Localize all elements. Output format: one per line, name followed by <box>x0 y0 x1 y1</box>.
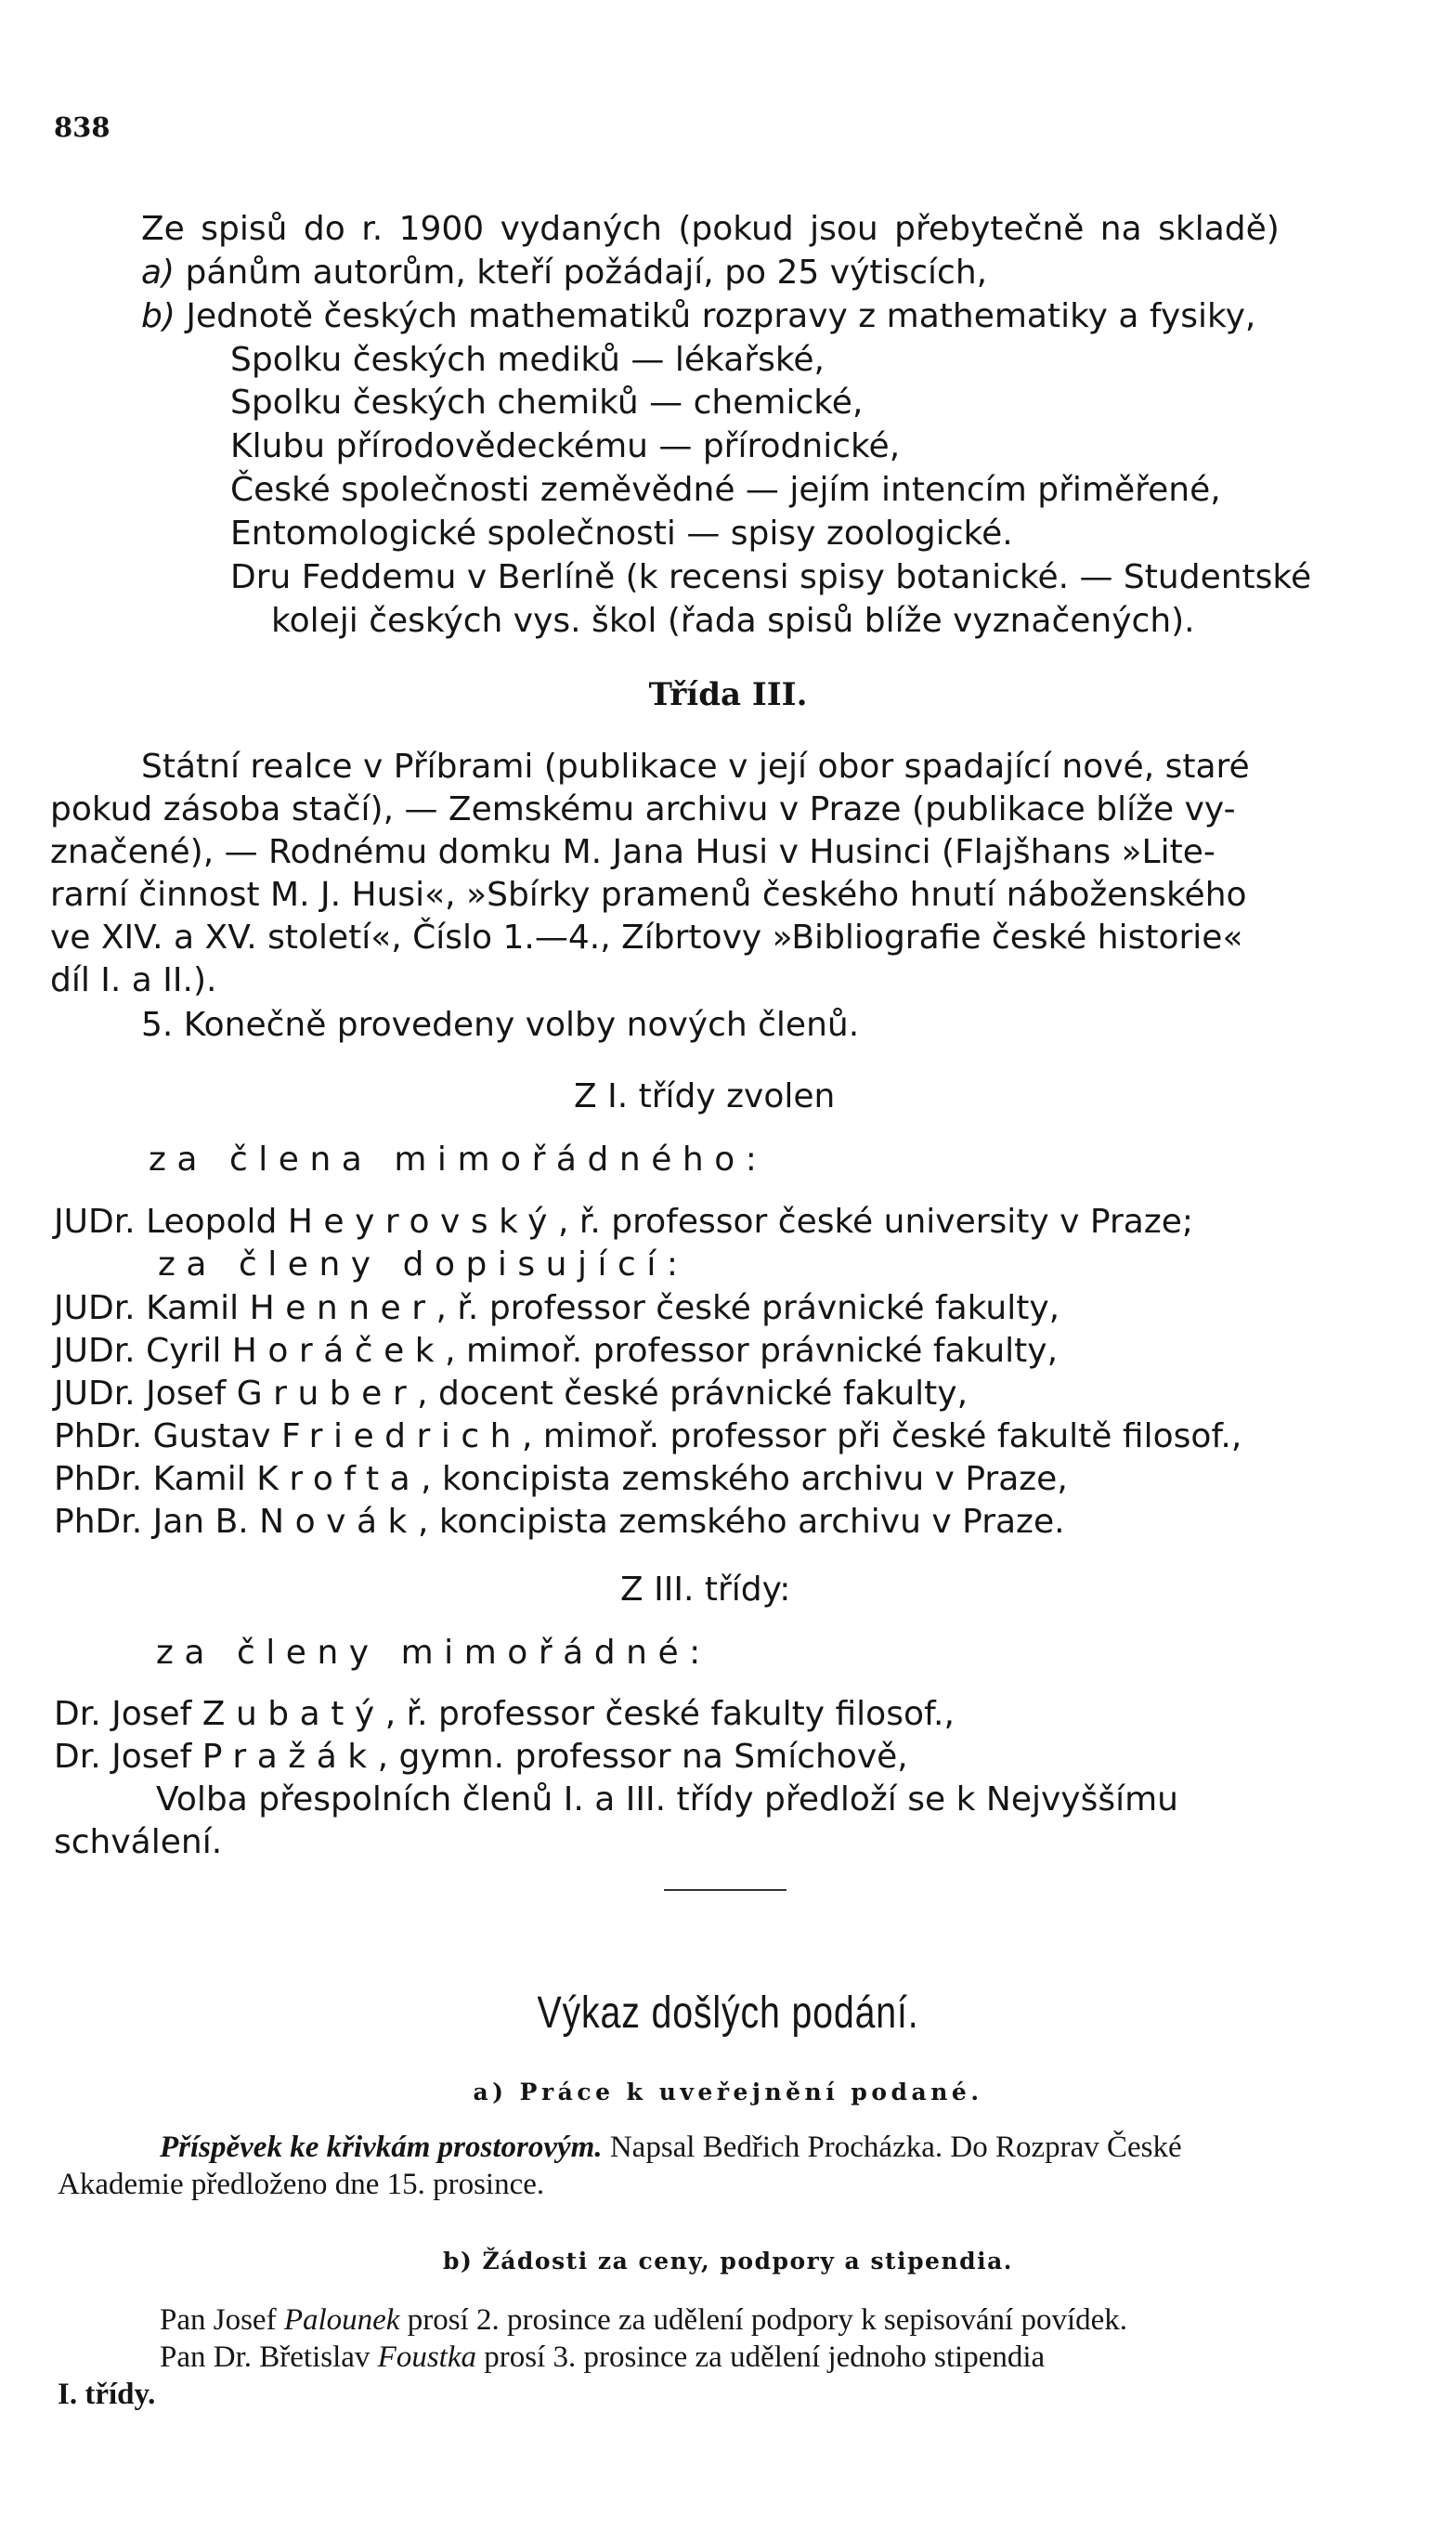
item-five: 5. Konečně provedeny volby nových členů. <box>141 1006 860 1044</box>
corresponding-heading: za členy dopisující: <box>158 1245 689 1284</box>
paragraph-line: díl I. a II.). <box>50 961 217 999</box>
intro-line: Dru Feddemu v Berlíně (k recensi spisy botanické. — Studentské <box>230 558 1312 596</box>
intro-line: Spolku českých mediků — lékařské, <box>230 341 826 379</box>
report-b-line: Pan Dr. Břetislav Foustka prosí 3. prosince za udělení jednoho stipendia <box>160 2340 1046 2374</box>
member-line: PhDr. Jan B. Novák, koncipista zemského archivu v Praze. <box>54 1503 1065 1541</box>
member-line: JUDr. Kamil Henner, ř. professor české právnické fakulty, <box>54 1289 1060 1327</box>
intro-line: b) Jednotě českých mathematiků rozpravy z mathematiky a fysiky, <box>141 297 1256 335</box>
subheading-b: b) Žádosti za ceny, podpory a stipendia. <box>442 2248 1014 2275</box>
volba-line: Volba přespolních členů I. a III. třídy předloží se k Nejvyššímu <box>156 1780 1178 1819</box>
paragraph-line: ve XIV. a XV. století«, Číslo 1.—4., Zíbrtovy »Bibliografie české historie« <box>50 919 1243 957</box>
extraordinary-plural-heading: za členy mimořádné: <box>156 1634 711 1672</box>
member-line: Dr. Josef Zubatý, ř. professor české fakulty filosof., <box>54 1695 955 1733</box>
intro-line: koleji českých vys. škol (řada spisů blíže vyznačených). <box>271 602 1195 640</box>
intro-line: Klubu přírodovědeckému — přírodnické, <box>230 427 901 465</box>
report-a-line: Akademie předloženo dne 15. prosince. <box>58 2168 545 2201</box>
section-divider <box>664 1889 786 1891</box>
report-title: Výkaz došlých podání. <box>537 1988 919 2038</box>
member-heyrovsky: JUDr. Leopold Heyrovský, ř. professor české university v Praze; <box>54 1203 1193 1241</box>
volba-line: schválení. <box>54 1823 223 1861</box>
member-line: PhDr. Kamil Krofta, koncipista zemského archivu v Praze, <box>54 1460 1068 1498</box>
member-line: Dr. Josef Pražák, gymn. professor na Smíchově, <box>54 1738 908 1776</box>
class-three-heading: Třída III. <box>648 676 808 713</box>
class-one-heading: Z I. třídy zvolen <box>574 1077 836 1115</box>
intro-line: Entomologické společnosti — spisy zoologické. <box>230 515 1013 553</box>
report-b-line: I. třídy. <box>58 2378 156 2411</box>
report-b-line: Pan Josef Palounek prosí 2. prosince za udělení podpory k sepisování povídek. <box>160 2303 1128 2337</box>
intro-line: Spolku českých chemiků — chemické, <box>230 384 864 422</box>
subheading-a: a) Práce k uveřejnění podané. <box>473 2079 983 2105</box>
paragraph-line: značené), — Rodnému domku M. Jana Husi v Husinci (Flajšhans »Lite- <box>50 833 1216 871</box>
extraordinary-heading: za člena mimořádného: <box>149 1141 768 1179</box>
member-line: JUDr. Cyril Horáček, mimoř. professor právnické fakulty, <box>54 1332 1059 1370</box>
intro-line: a) pánům autorům, kteří požádají, po 25 výtiscích, <box>141 254 988 292</box>
intro-line: České společnosti zeměvědné — jejím intencím přiměřené, <box>230 471 1221 509</box>
member-line: JUDr. Josef Gruber, docent české právnické fakulty, <box>54 1375 968 1413</box>
paragraph-line: Státní realce v Příbrami (publikace v její obor spadající nové, staré <box>141 748 1250 786</box>
report-a-line: Příspěvek ke křivkám prostorovým. Napsal Bedřich Procházka. Do Rozprav České <box>160 2131 1182 2164</box>
intro-line: Ze spisů do r. 1900 vydaných (pokud jsou přebytečně na skladě) <box>141 210 1280 248</box>
class-three-elect-heading: Z III. třídy: <box>620 1571 791 1609</box>
paragraph-line: pokud zásoba stačí), — Zemskému archivu v Praze (publikace blíže vy- <box>50 790 1236 828</box>
page-number: 838 <box>54 111 110 143</box>
member-line: PhDr. Gustav Friedrich, mimoř. professor při české fakultě filosof., <box>54 1417 1242 1455</box>
paragraph-line: rarní činnost M. J. Husi«, »Sbírky pramenů českého hnutí náboženského <box>50 876 1247 914</box>
